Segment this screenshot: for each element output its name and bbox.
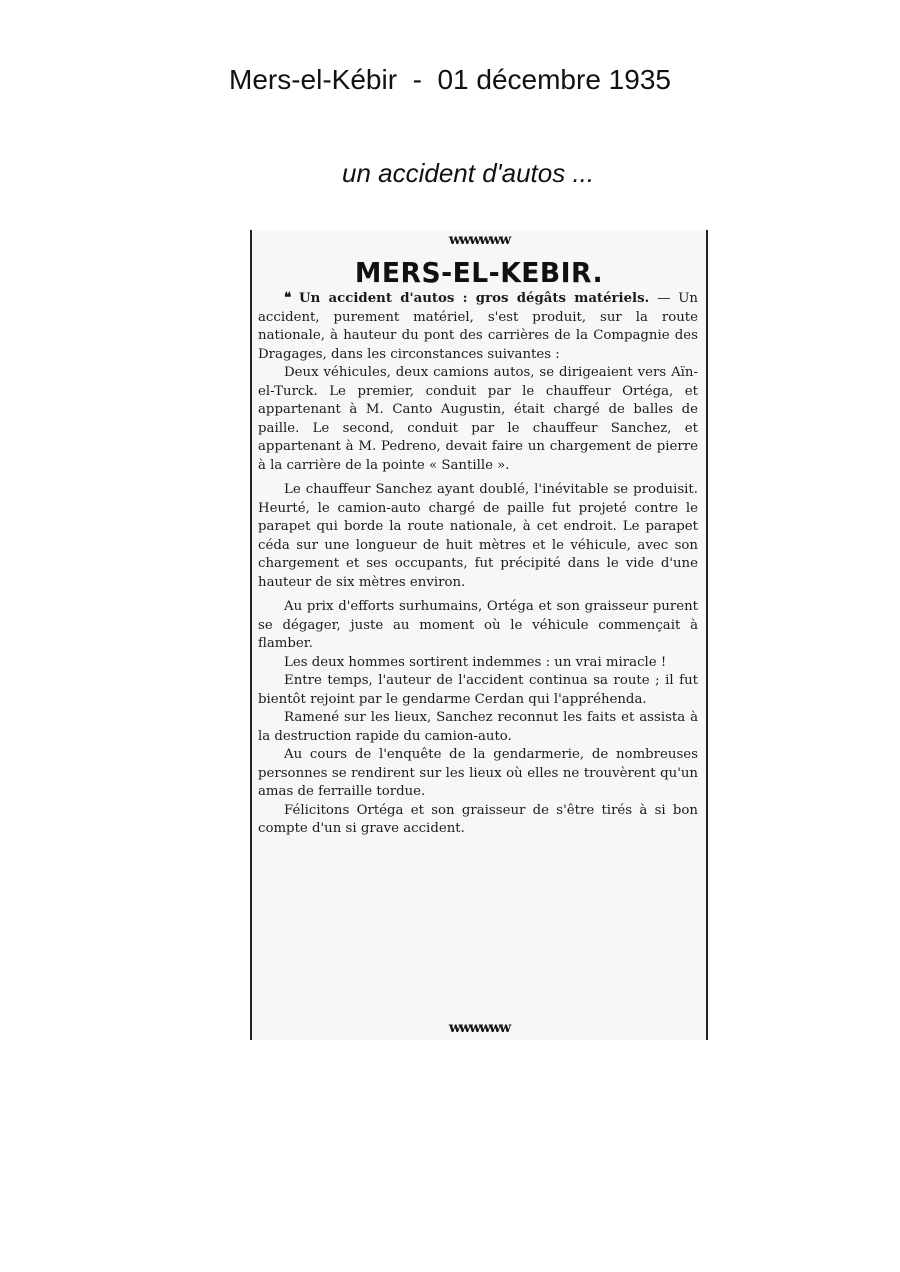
paragraph-text: — Un accident, purement matériel, s'est produit, sur la route nationale, à hauteur du pont des carrières de la Compagnie des Dragages, dans les circonstances suivantes : [258, 291, 698, 362]
article-headline: MERS-EL-KEBIR. [354, 256, 604, 289]
lead-mark: ❝ [284, 291, 292, 306]
article-paragraph: Le chauffeur Sanchez ayant doublé, l'inévitable se produisit. Heurté, le camion-auto chargé de paille fut projeté contre le parapet qui borde la route nationale, à cet endroit. Le parapet céda sur une longueur de huit mètres et le véhicule, avec son chargement et ses occupants, fut précipité dans le vide d'une hauteur de six mètres environ. [258, 482, 698, 590]
ornament-top: wwwwww [448, 232, 510, 248]
newspaper-clipping [250, 230, 708, 1040]
article-paragraph: Ramené sur les lieux, Sanchez reconnut les faits et assista à la destruction rapide du camion-auto. [258, 710, 698, 744]
article-paragraph: Les deux hommes sortirent indemmes : un vrai miracle ! [284, 654, 667, 670]
article-paragraph: Au prix d'efforts surhumains, Ortéga et son graisseur purent se dégager, juste au moment où le véhicule commençait à flamber. [258, 599, 698, 651]
ornament-bottom: wwwwww [448, 1020, 510, 1036]
article-body [258, 290, 698, 839]
article-paragraph: Deux véhicules, deux camions autos, se dirigeaient vers Aïn-el-Turck. Le premier, conduit par le chauffeur Ortéga, et appartenant à M. Canto Augustin, était chargé de balles de paille. Le second, conduit par le chauffeur Sanchez, et appartenant à M. Pedreno, devait faire un chargement de pierre à la carrière de la pointe « Santille ». [258, 365, 698, 473]
article-paragraph [258, 290, 698, 364]
article-paragraph: Félicitons Ortéga et son graisseur de s'être tirés à si bon compte d'un si grave accident. [258, 802, 698, 836]
article-paragraph: Entre temps, l'auteur de l'accident continua sa route ; il fut bientôt rejoint par le gendarme Cerdan qui l'appréhenda. [258, 673, 698, 707]
page-title: Mers-el-Kébir - 01 décembre 1935 [229, 64, 671, 95]
article-paragraph: Au cours de l'enquête de la gendarmerie, de nombreuses personnes se rendirent sur les lieux où elles ne trouvèrent qu'un amas de ferraille tordue. [258, 747, 698, 799]
lead-title: Un accident d'autos : gros dégâts matériels. [299, 291, 650, 306]
page-subtitle: un accident d'autos ... [342, 158, 595, 188]
